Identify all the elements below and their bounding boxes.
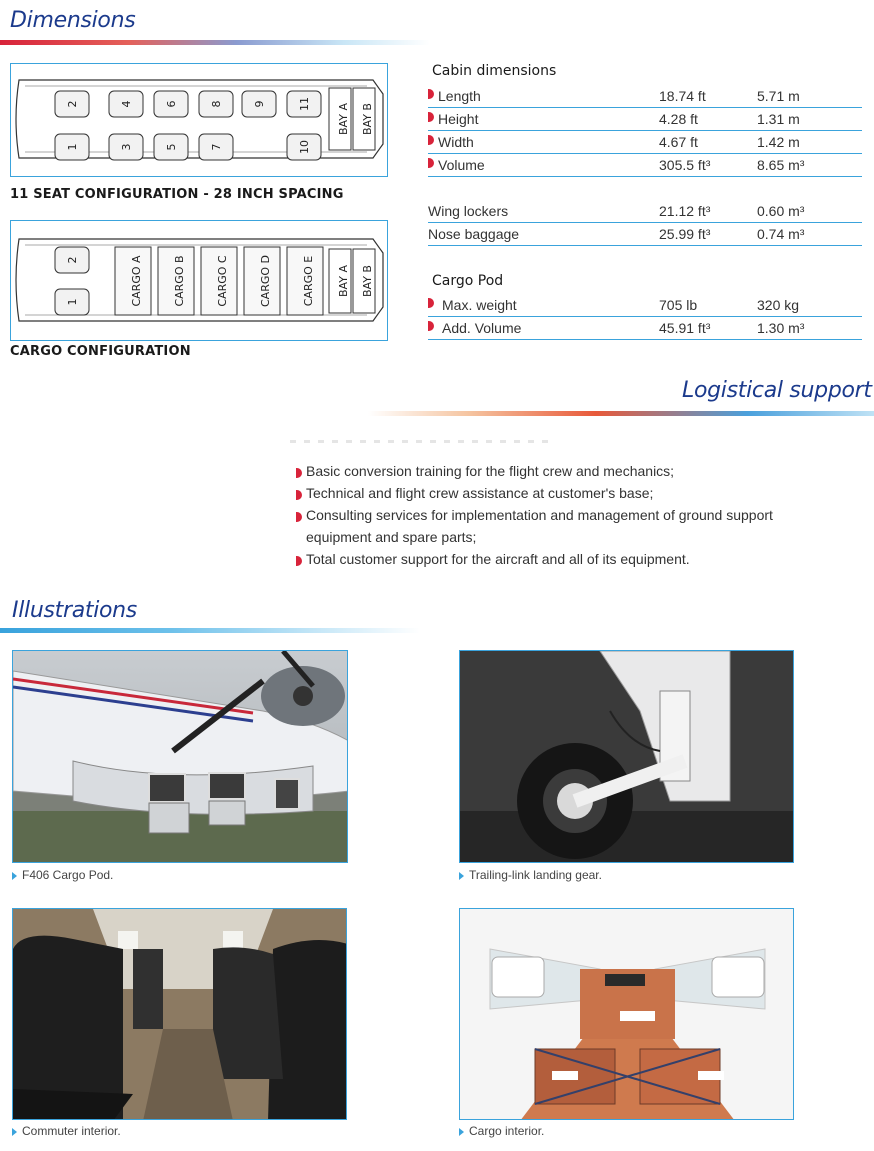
cargo-pod-row-max-weight	[428, 294, 862, 317]
cargo-a	[115, 247, 151, 315]
cargo-d	[244, 247, 280, 315]
caption-text: Cargo interior.	[469, 1124, 545, 1138]
svg-text:4: 4	[120, 100, 133, 108]
row-imperial: 305.5 ft³	[659, 157, 711, 173]
row-label: Length	[438, 88, 481, 104]
svg-text:CARGO D: CARGO D	[259, 255, 272, 307]
bullet-icon	[428, 135, 434, 145]
caption-cargo-interior	[459, 1124, 544, 1138]
item-text: Basic conversion training for the flight crew and mechanics;	[306, 463, 675, 479]
row-metric: 0.74 m³	[757, 226, 805, 242]
illustrations-title: Illustrations	[12, 598, 137, 623]
row-imperial: 705 lb	[659, 297, 698, 313]
seat-configuration-caption: 11 SEAT CONFIGURATION - 28 INCH SPACING	[10, 187, 344, 202]
row-label: Height	[438, 111, 479, 127]
row-metric: 5.71 m	[757, 88, 800, 104]
seat-7	[199, 134, 233, 160]
photo-cargo-pod	[12, 650, 348, 863]
item-text: Total customer support for the aircraft and all of its equipment.	[306, 551, 690, 567]
seat-9	[242, 91, 276, 117]
seat-4	[109, 91, 143, 117]
caption-arrow-icon	[459, 1128, 464, 1136]
row-metric: 0.60 m³	[757, 203, 805, 219]
row-imperial: 18.74 ft	[659, 88, 706, 104]
svg-text:BAY A: BAY A	[337, 265, 350, 297]
svg-text:1: 1	[66, 298, 79, 306]
cabin-dimensions-heading: Cabin dimensions	[432, 63, 557, 79]
row-label: Volume	[438, 157, 485, 173]
logistical-support-title: Logistical support	[682, 378, 872, 403]
cargo-seat-2	[55, 247, 89, 273]
bay-b	[353, 88, 375, 150]
row-imperial: 45.91 ft³	[659, 320, 711, 336]
svg-text:8: 8	[210, 100, 223, 108]
cargo-pod-heading: Cargo Pod	[432, 273, 504, 289]
caption-cargo-pod	[12, 868, 113, 882]
illustrations-rule	[0, 628, 420, 633]
item-text: Consulting services for implementation and management of ground support	[306, 507, 773, 523]
seat-6	[154, 91, 188, 117]
photo-commuter-interior	[12, 908, 347, 1120]
svg-text:CARGO E: CARGO E	[302, 255, 315, 307]
caption-arrow-icon	[12, 1128, 17, 1136]
bullet-icon	[428, 298, 434, 308]
caption-arrow-icon	[12, 872, 17, 880]
row-label: Nose baggage	[428, 226, 520, 242]
bullet-icon	[428, 158, 434, 168]
row-metric: 1.31 m	[757, 111, 800, 127]
caption-landing-gear	[459, 868, 602, 882]
row-label: Width	[438, 134, 474, 150]
photo-landing-gear	[459, 650, 794, 863]
cargo-pod-illustration	[13, 651, 348, 863]
cargo-seat-1	[55, 289, 89, 315]
photo-cargo-interior	[459, 908, 794, 1120]
seat-10	[287, 134, 321, 160]
svg-text:10: 10	[298, 140, 311, 154]
dimension-row-width	[428, 131, 862, 154]
cargo-pod-row-add-volume	[428, 317, 862, 340]
dimension-row-length	[428, 85, 862, 108]
svg-text:BAY B: BAY B	[361, 265, 374, 297]
cargo-interior-illustration	[460, 909, 794, 1120]
row-imperial: 4.28 ft	[659, 111, 698, 127]
row-imperial: 25.99 ft³	[659, 226, 711, 242]
row-imperial: 4.67 ft	[659, 134, 698, 150]
cargo-configuration-caption: CARGO CONFIGURATION	[10, 344, 191, 359]
svg-text:BAY A: BAY A	[337, 103, 350, 135]
bullet-icon	[428, 89, 434, 99]
bullet-icon	[296, 512, 302, 522]
landing-gear-illustration	[460, 651, 794, 863]
item-text: Technical and flight crew assistance at customer's base;	[306, 485, 654, 501]
seat-1	[55, 134, 89, 160]
bay-a	[329, 88, 351, 150]
svg-text:CARGO C: CARGO C	[216, 255, 229, 307]
item-text: equipment and spare parts;	[306, 529, 477, 545]
bullet-icon	[296, 468, 302, 478]
seat-8	[199, 91, 233, 117]
row-metric: 1.30 m³	[757, 320, 805, 336]
row-imperial: 21.12 ft³	[659, 203, 711, 219]
caption-text: Commuter interior.	[22, 1124, 121, 1138]
cargo-bay-a	[329, 249, 351, 313]
row-label: Add. Volume	[442, 320, 522, 336]
svg-text:9: 9	[253, 100, 266, 108]
svg-text:11: 11	[298, 97, 311, 111]
caption-text: Trailing-link landing gear.	[469, 868, 602, 882]
row-label: Wing lockers	[428, 203, 509, 219]
logistical-rule	[368, 411, 874, 416]
cargo-bay-b	[353, 249, 375, 313]
row-metric: 1.42 m	[757, 134, 800, 150]
commuter-interior-illustration	[13, 909, 347, 1120]
dimensions-title: Dimensions	[10, 8, 136, 33]
svg-text:2: 2	[66, 100, 79, 108]
storage-row-wing-lockers	[428, 200, 862, 223]
faded-text-line	[290, 440, 550, 443]
cargo-c	[201, 247, 237, 315]
dimensions-rule	[0, 40, 430, 45]
caption-commuter-interior	[12, 1124, 121, 1138]
svg-text:3: 3	[120, 143, 133, 151]
storage-row-nose-baggage	[428, 223, 862, 246]
cargo-configuration-plan	[10, 220, 388, 341]
svg-text:5: 5	[165, 143, 178, 151]
seat-2	[55, 91, 89, 117]
cargo-e	[287, 247, 323, 315]
seat-3	[109, 134, 143, 160]
bullet-icon	[428, 321, 434, 331]
caption-text: F406 Cargo Pod.	[22, 868, 114, 882]
seat-configuration-plan	[10, 63, 388, 177]
svg-text:BAY B: BAY B	[361, 103, 374, 135]
dimension-row-volume	[428, 154, 862, 177]
caption-arrow-icon	[459, 872, 464, 880]
dimension-row-height	[428, 108, 862, 131]
row-metric: 8.65 m³	[757, 157, 805, 173]
row-metric: 320 kg	[757, 297, 800, 313]
svg-text:2: 2	[66, 256, 79, 264]
bullet-icon	[296, 490, 302, 500]
svg-text:7: 7	[210, 143, 223, 151]
seat-5	[154, 134, 188, 160]
svg-text:6: 6	[165, 100, 178, 108]
svg-text:CARGO A: CARGO A	[130, 255, 143, 307]
svg-text:CARGO B: CARGO B	[173, 255, 186, 307]
seat-plan-drawing	[11, 64, 385, 174]
bullet-icon	[296, 556, 302, 566]
row-label: Max. weight	[442, 297, 517, 313]
svg-text:1: 1	[66, 143, 79, 151]
bullet-icon	[428, 112, 434, 122]
cargo-plan-drawing	[11, 221, 385, 338]
seat-11	[287, 91, 321, 117]
cargo-b	[158, 247, 194, 315]
